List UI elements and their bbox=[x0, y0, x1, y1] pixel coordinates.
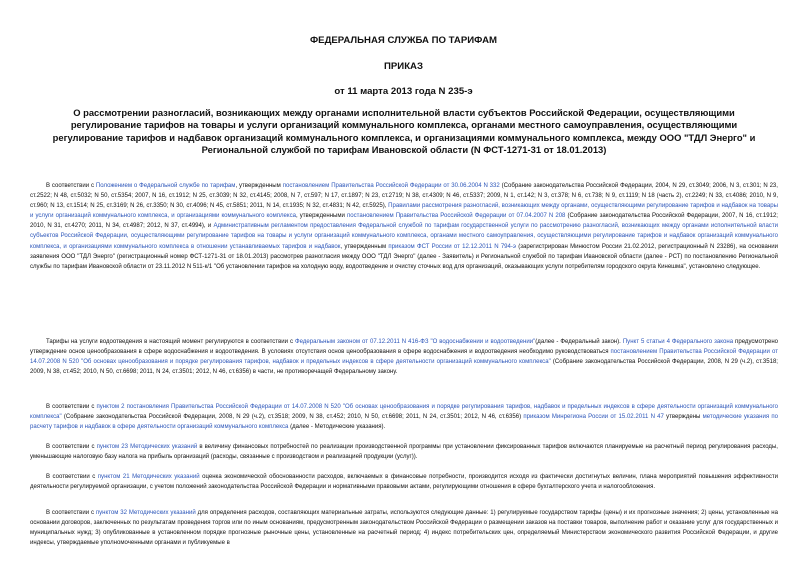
paragraph-text: (далее - Методические указания). bbox=[288, 424, 386, 431]
document-type: ПРИКАЗ bbox=[384, 61, 423, 72]
paragraph-text: (Собрание законодательства Российской Федерации, 2007, N 16, ст.1912; 2010, N 31, ст.4270; 2011, N 34, ст.4987; 2012, N 37, ст.4994), и bbox=[30, 213, 778, 230]
paragraph-text: Тарифы на услуги водоотведения в настоящий момент регулируются в соответствии с bbox=[46, 339, 296, 345]
paragraph-text: (Собрание законодательства Российской Федерации, 2008, N 29 (ч.2), ст.3518; 2009, N 38, ст.452; 2010, N 50, ст.6698; 2011, N 24, ст.3501; 2012, N 46, ст.6356) bbox=[61, 414, 524, 421]
document-link[interactable]: пунктом 2 постановления Правительства Российской Федерации от 14.07.2008 N 520 "Об основах ценообразования и порядке регулирования тарифов, надбавок и предельных индексов в сфере деятельности организаций коммунального комплекса" bbox=[30, 404, 778, 421]
paragraph-point-21 bbox=[30, 472, 778, 505]
document-link[interactable]: пунктом 23 Методических указаний bbox=[96, 444, 198, 450]
document-link[interactable]: пунктом 21 Методических указаний bbox=[97, 474, 200, 480]
document-link[interactable]: Положением о Федеральной службе по тарифам bbox=[95, 183, 236, 189]
document-link[interactable]: постановлением Правительства Российской Федерации от 07.04.2007 N 208 bbox=[347, 213, 566, 220]
paragraph-text: для определения расходов, составляющих материальные затраты, используются следующие данные: 1) регулируемые государством тарифы (цены) и их прогнозные значения; 2) цены, установленные на основании договоров, заключенных по результатам проведения торгов или по иным основаниям, предусмотренным законодательством Российской Федерации о размещении заказов на поставки товаров, выполнение работ и оказание услуг для государственных и муниципальных нужд; 3) опубликованные в установленном порядке прогнозные рыночные цены, установленные на расчетный период; 4) индекс потребительских цен, определяемый Министерством экономического развития Российской Федерации, и другие индексы, утверждаемые уполномоченными органами и публикуемые в bbox=[30, 510, 778, 547]
document-date-number: от 11 марта 2013 года N 235-э bbox=[334, 86, 473, 97]
document-link[interactable]: постановлением Правительства Российской Федерации от 14.07.2008 N 520 "Об основах ценообразования и порядке регулирования тарифов, надбавок и предельных индексов в сфере деятельности организаций коммунального комплекса" bbox=[30, 349, 778, 366]
paragraph-methodical-guidelines bbox=[30, 402, 778, 431]
paragraph-text: в величину финансовых потребностей по реализации производственной программы при установлении фиксированных тарифов включаются планируемые на расчетный период регулирования расходы, уменьшающие налоговую базу налога на прибыль организаций (расходы, связанные с производством и реализацией продукции (услуг)). bbox=[30, 444, 778, 461]
paragraph-text: оценка экономической обоснованности расходов, включаемых в финансовые потребности, производится исходя из фактически достигнутых величин, плана мероприятий повышения эффективности деятельности регулируемой организации, с учетом положений законодательства Российской Федерации и нормативными правовыми актами, регулирующими отношения в сфере бухгалтерского учета и налогообложения. bbox=[30, 474, 779, 491]
document-link[interactable]: приказом Минрегиона России от 15.02.2011 N 47 bbox=[523, 414, 664, 421]
paragraph-text: (Собрание законодательства Российской Федерации, 2008, N 29 (ч.2), ст.3518; 2009, N 38, ст.452; 2010, N 50, ст.6698; 2011, N 24, ст.3501; 2012, N 46, ст.6356) в части, не противоречащей Федеральному закону. bbox=[30, 359, 778, 376]
document-link[interactable]: Административным регламентом предоставления Федеральной службой по тарифам государственной услуги по рассмотрению разногласий, возникающих между органами исполнительной власти субъектов Российской Федерации, осуществляющими регулирование тарифов на товары и услуги организаций коммунального комплекса, органами местного самоуправления, осуществляющими регулирование тарифов и надбавок организаций коммунального комплекса, и организациями коммунального комплекса в отношении устанавливаемых тарифов и надбавок bbox=[30, 223, 778, 250]
paragraph-text: (Собрание законодательства Российской Федерации, 2004, N 29, ст.3049; 2006, N 3, ст.301; N 23, ст.2522; N 48, ст.5032; N 50, ст.5354; 2007, N 16, ст.1912; N 25, ст.3039; N 32, ст.4145; 2008, N 7, ст.597; N 17, ст.1897; N 23, ст.2719; N 38, ст.4309; N 46, ст.5337; 2009, N 1, ст.142; N 3, ст.378; N 6, ст.738; N 9, ст.1119; N 18 (часть 2), ст.2249; N 33, ст.4086; 2010, N 9, ст.960; N 13, ст.1514; N 25, ст.3169; N 26, ст.3350; N 30, ст.4096; N 45, ст.5851; 2011, N 14, ст.1935; N 32, ст.4831; N 42, ст.5925), bbox=[30, 183, 778, 210]
document-link[interactable]: Правилами рассмотрения разногласий, возникающих между органами, осуществляющими регулирование тарифов и надбавок на товары и услуги организаций коммунального комплекса, и организациями коммунального комплекса bbox=[30, 203, 778, 220]
paragraph-text: В соответствии с bbox=[46, 444, 97, 450]
paragraph-text: , утвержденными bbox=[296, 213, 347, 220]
paragraph-text: (зарегистрирован Минюстом России 21.02.2012, регистрационный N 23286), на основании заявления ООО "ТДЛ Энерго" (регистрационный номер ФСТ-1271-31 от 18.01.2013) рассмотрев разногласия между ООО "ТДЛ Энерго" (далее - Заявитель) и Региональной службой по тарифам Ивановской области (далее - РСТ) по постановлению Региональной службы по тарифам Ивановской области от 23.11.2012 N 511-к/1 "Об установлении тарифов на холодную воду, водоотведение и очистку сточных вод для организаций, оказывающих услуги потребителям городского округа Кинешма", установлено следующее. bbox=[30, 243, 778, 270]
paragraph-text: , утвержденным bbox=[235, 183, 283, 189]
paragraph-point-23 bbox=[30, 442, 778, 464]
paragraph-text: В соответствии с bbox=[46, 510, 96, 516]
document-link[interactable]: методические указания по расчету тарифов и надбавок в сфере деятельности организаций коммунального комплекса bbox=[30, 414, 778, 431]
document-link[interactable]: Федеральным законом от 07.12.2011 N 416-ФЗ "О водоснабжении и водоотведении" bbox=[295, 339, 536, 345]
agency-name: ФЕДЕРАЛЬНАЯ СЛУЖБА ПО ТАРИФАМ bbox=[309, 35, 498, 46]
paragraph-text: , утвержденным bbox=[340, 243, 389, 250]
document-link[interactable]: пунктом 32 Методических указаний bbox=[95, 510, 196, 516]
paragraph-text: В соответствии с bbox=[46, 404, 97, 410]
document-link[interactable]: приказом ФСТ России от 12.12.2011 N 794-э bbox=[388, 243, 517, 250]
document-title: О рассмотрении разногласий, возникающих между органами исполнительной власти субъектов Российской Федерации, осуществляющими регулирование тарифов на товары и услуги организаций коммунального комплекса, органами местного самоуправления, осуществляющими регулирование тарифов и надбавок организаций коммунального комплекса, и организациями коммунального комплекса, между ООО "ТДЛ Энерго" и Региональной службой по тарифам Ивановской области (N ФСТ-1271-31 от 18.01.2013) bbox=[52, 107, 756, 156]
paragraph-text: предусмотрено утверждение основ ценообразования в сфере водоснабжения и водоотведения. В условиях отсутствия основ ценообразования в сфере водоснабжения и водоотведения необходимо руководствоваться bbox=[30, 339, 779, 356]
paragraph-legal-basis bbox=[30, 181, 778, 335]
paragraph-text: (далее - Федеральный закон). bbox=[535, 339, 623, 345]
paragraph-text: утверждены bbox=[663, 414, 703, 421]
paragraph-point-32 bbox=[30, 508, 778, 570]
document-link[interactable]: постановлением Правительства Российской Федерации от 30.06.2004 N 332 bbox=[282, 183, 500, 189]
paragraph-text: В соответствии с bbox=[46, 474, 98, 480]
paragraph-water-tariffs bbox=[30, 337, 778, 392]
paragraph-text: В соответствии с bbox=[46, 183, 96, 189]
document-link[interactable]: Пункт 5 статьи 4 Федерального закона bbox=[622, 339, 734, 345]
